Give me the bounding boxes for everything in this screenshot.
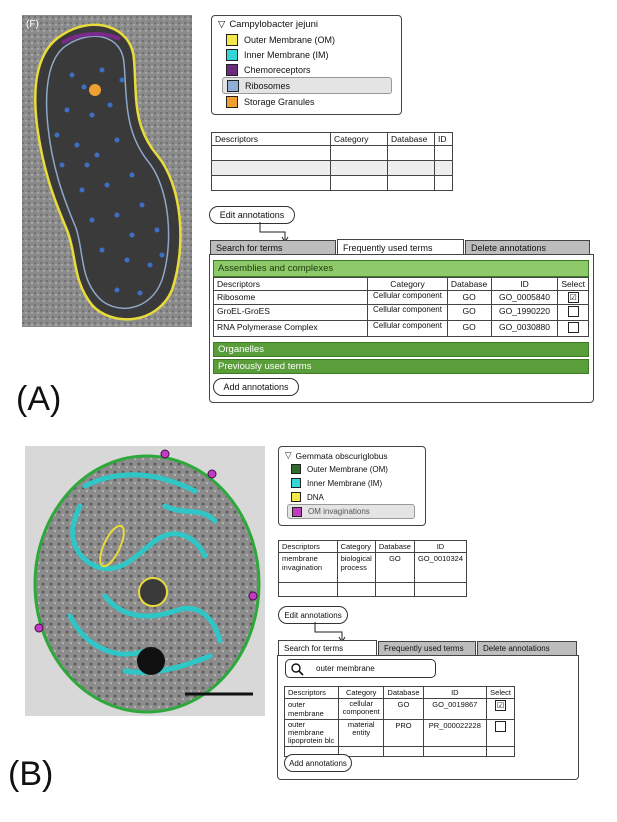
search-input[interactable]: outer membrane — [316, 664, 375, 673]
search-box[interactable] — [285, 659, 436, 678]
add-annotations-button-a[interactable]: Add annotations — [213, 378, 299, 396]
col-category: Category — [331, 133, 388, 146]
color-swatch-icon — [292, 507, 302, 517]
panel-a-image-letter: (F) — [26, 19, 39, 30]
legend-title-row[interactable] — [218, 19, 395, 30]
table-row[interactable]: outer membrane cellular component GO GO_0019867 ☑ — [285, 699, 515, 720]
terms-table: Descriptors Category Database ID Select Ribosome Cellular component GO GO_0005840 ☑ GroEL-GroES Cellular component GO GO_1990220 RNA Polymerase Complex Cellular component GO GO_0030880 — [213, 277, 589, 337]
panel-b-summary-table: Descriptors Category Database ID membrane invagination biological process GO GO_0010324 — [278, 540, 467, 597]
group-previously-used-terms[interactable]: Previously used terms — [213, 359, 589, 374]
panel-a-micrograph — [22, 15, 192, 327]
select-checkbox[interactable] — [568, 306, 579, 317]
tab-delete-annotations-a[interactable]: Delete annotations — [465, 240, 590, 254]
search-icon — [290, 662, 304, 676]
legend-item-storage-granules[interactable]: Storage Granules — [226, 94, 395, 109]
table-row[interactable]: RNA Polymerase Complex Cellular component GO GO_0030880 — [214, 321, 589, 337]
color-swatch-icon — [291, 478, 301, 488]
panel-b-label: (B) — [8, 755, 54, 793]
tab-frequently-used-b[interactable]: Frequently used terms — [378, 641, 476, 655]
legend-item-dna[interactable]: DNA — [291, 490, 419, 504]
legend-item-outer-membrane[interactable]: Outer Membrane (OM) — [226, 32, 395, 47]
color-swatch-icon — [291, 464, 301, 474]
legend-title: Campylobacter jejuni — [229, 19, 319, 30]
panel-a-label: (A) — [16, 380, 62, 418]
legend-item-inner-membrane[interactable]: Inner Membrane (IM) — [291, 476, 419, 490]
tab-delete-annotations-b[interactable]: Delete annotations — [477, 641, 577, 655]
add-annotations-button-b[interactable]: Add annotations — [284, 754, 352, 772]
select-checkbox[interactable] — [495, 721, 506, 732]
legend-title: Gemmata obscuriglobus — [295, 450, 388, 461]
group-organelles[interactable]: Organelles — [213, 342, 589, 357]
tab-search-for-terms-b[interactable]: Search for terms — [278, 640, 377, 656]
panel-a-summary-table — [211, 132, 453, 191]
color-swatch-icon — [226, 96, 238, 108]
legend-title-row[interactable] — [285, 450, 419, 461]
table-row[interactable]: membrane invagination biological process GO GO_0010324 — [279, 553, 467, 583]
col-id: ID — [435, 133, 453, 146]
legend-item-inner-membrane[interactable]: Inner Membrane (IM) — [226, 47, 395, 62]
table-row[interactable]: GroEL-GroES Cellular component GO GO_1990220 — [214, 305, 589, 321]
collapse-triangle-icon[interactable]: ▽ — [285, 450, 292, 460]
panel-a-legend — [211, 15, 402, 115]
select-checkbox[interactable]: ☑ — [496, 701, 505, 710]
tab-search-for-terms-a[interactable]: Search for terms — [210, 240, 336, 254]
legend-item-ribosomes[interactable]: Ribosomes — [222, 77, 392, 94]
tab-frequently-used-a[interactable]: Frequently used terms — [337, 239, 464, 255]
col-database: Database — [388, 133, 435, 146]
legend-item-outer-membrane[interactable]: Outer Membrane (OM) — [291, 462, 419, 476]
edit-annotations-button[interactable]: Edit annotations — [209, 206, 295, 224]
color-swatch-icon — [226, 34, 238, 46]
color-swatch-icon — [227, 80, 239, 92]
group-assemblies-and-complexes[interactable]: Assemblies and complexes — [213, 260, 589, 277]
panel-b-micrograph — [25, 446, 265, 716]
color-swatch-icon — [291, 492, 301, 502]
results-table: Descriptors Category Database ID Select outer membrane cellular component GO GO_0019867 ☑ outer membrane lipoprotein blc material entity PRO PR_000022228 — [284, 686, 515, 757]
table-row[interactable]: outer membrane lipoprotein blc material entity PRO PR_000022228 — [285, 720, 515, 747]
col-descriptors: Descriptors — [212, 133, 331, 146]
select-checkbox[interactable] — [568, 322, 579, 333]
color-swatch-icon — [226, 64, 238, 76]
table-row[interactable]: Ribosome Cellular component GO GO_0005840 ☑ — [214, 291, 589, 305]
legend-item-chemoreceptors[interactable]: Chemoreceptors — [226, 62, 395, 77]
color-swatch-icon — [226, 49, 238, 61]
select-checkbox[interactable]: ☑ — [569, 293, 577, 302]
legend-item-om-invaginations[interactable]: OM invaginations — [287, 504, 415, 519]
edit-annotations-button-b[interactable]: Edit annotations — [278, 606, 348, 624]
collapse-triangle-icon[interactable]: ▽ — [218, 19, 226, 30]
panel-b-legend — [278, 446, 426, 526]
